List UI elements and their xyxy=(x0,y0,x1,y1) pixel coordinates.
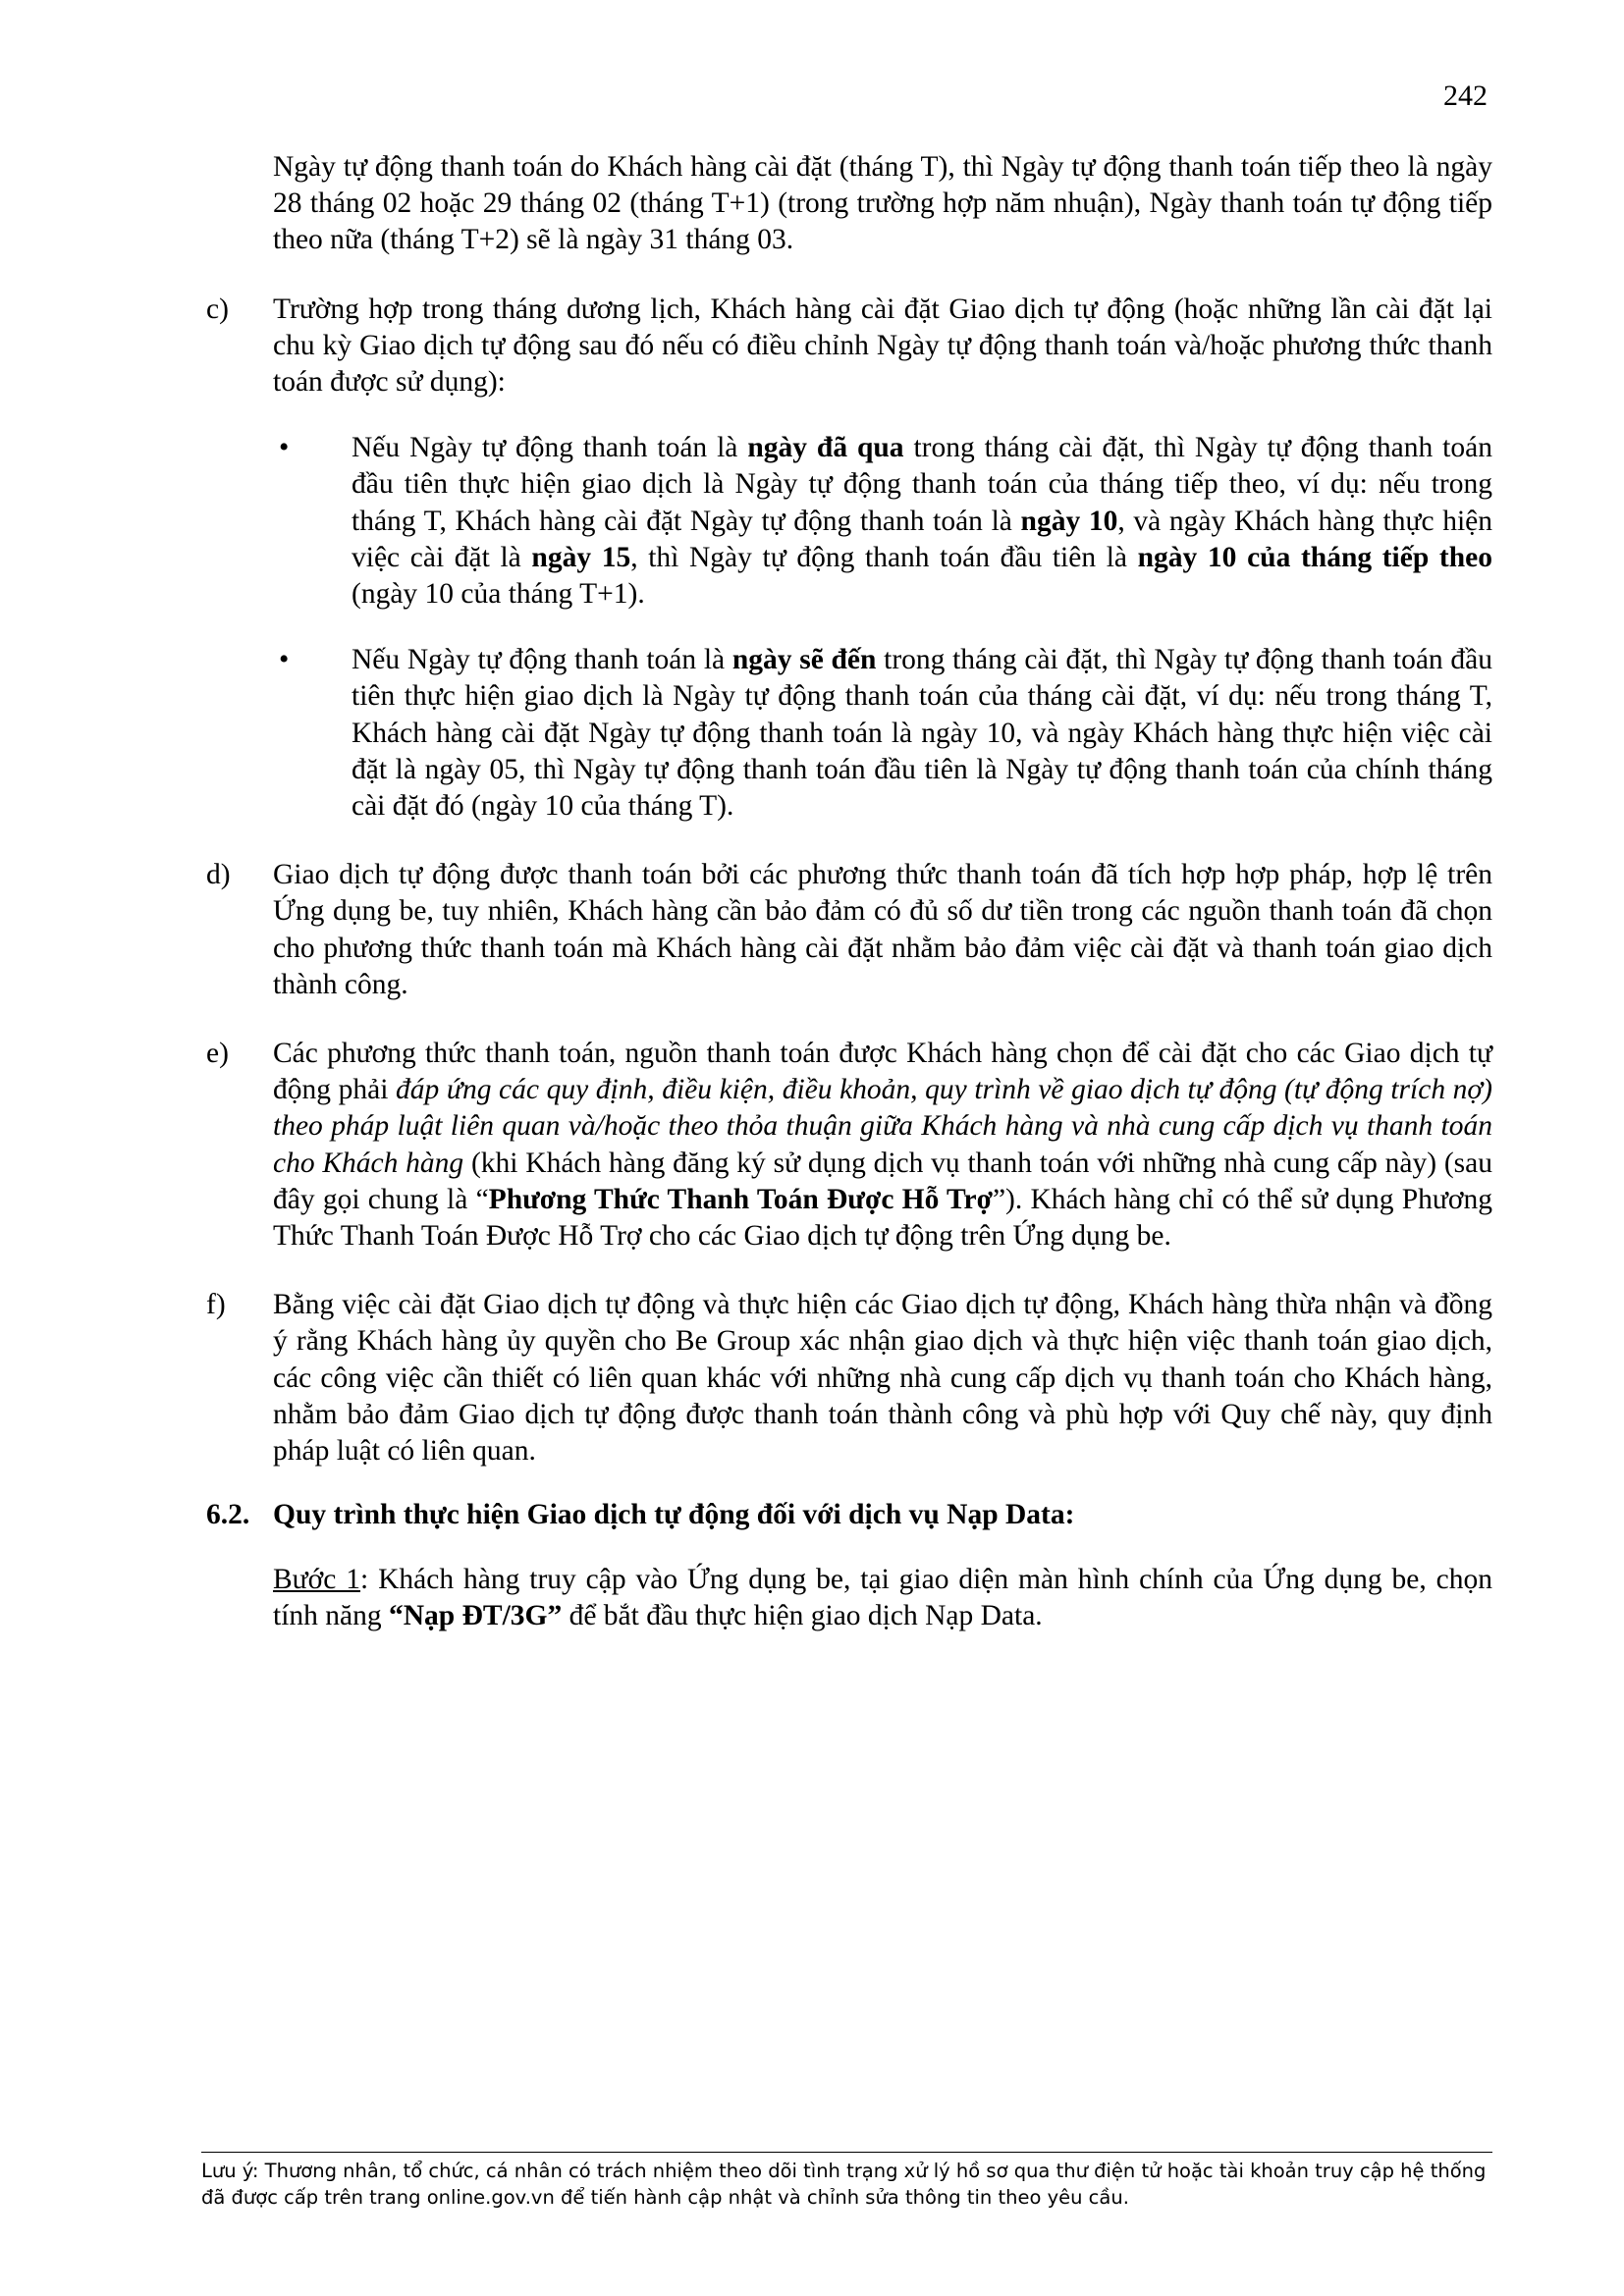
clause-e-bold-term: Phương Thức Thanh Toán Được Hỗ Trợ xyxy=(488,1183,993,1215)
step-1-feature-name: “Nạp ĐT/3G” xyxy=(389,1599,563,1631)
step-1-label: Bước 1 xyxy=(273,1563,361,1595)
bullet-1-text: Nếu Ngày tự động thanh toán là xyxy=(352,432,748,464)
clause-d xyxy=(206,857,1492,1003)
clause-c-label: c) xyxy=(206,293,229,325)
clause-f-text: Bằng việc cài đặt Giao dịch tự động và thực hiện các Giao dịch tự động, Khách hàng thừa nhận và đồng ý rằng Khách hàng ủy quyền cho Be Group xác nhận giao dịch và thực hiện việc thanh toán giao dịch, các công việc cần thiết có liên quan khác với những nhà cung cấp dịch vụ thanh toán cho Khách hàng, nhằm bảo đảm Giao dịch tự động được thanh toán thành công và phù hợp với Quy chế này, quy định pháp luật có liên quan. xyxy=(273,1289,1492,1468)
bullet-2-text: trong tháng cài đặt, thì Ngày tự động thanh toán đầu tiên thực hiện giao dịch là Ngày tự động thanh toán của tháng cài đặt, ví dụ: nếu trong tháng T, Khách hàng cài đặt Ngày tự động thanh toán là ngày 10, và ngày Khách hàng thực hiện việc cài đặt là ngày 05, thì Ngày tự động thanh toán đầu tiên là Ngày tự động thanh toán của chính tháng cài đặt đó (ngày 10 của tháng T). xyxy=(352,644,1492,823)
bullet-1-bold: ngày 10 của tháng tiếp theo xyxy=(1137,541,1492,573)
clause-e-text: ”). Khách hàng chỉ có thể sử dụng Phương Thức Thanh Toán Được Hỗ Trợ cho các Giao dịch tự động trên Ứng dụng be. xyxy=(273,1183,1493,1253)
page-number: 242 xyxy=(1443,80,1488,112)
bullet-2-bold: ngày sẽ đến xyxy=(731,644,877,676)
bullet-1-bold: ngày đã qua xyxy=(747,432,904,464)
clause-e-italic: đáp ứng các quy định, điều kiện, điều khoản, quy trình về giao dịch tự động (tự động trích nợ) theo pháp luật liên quan và/hoặc theo thỏa thuận giữa Khách hàng và nhà cung cấp dịch vụ thanh toán cho Khách hàng xyxy=(273,1074,1492,1179)
clause-f xyxy=(206,1287,1492,1469)
section-heading xyxy=(206,1497,1492,1533)
footer-note: Lưu ý: Thương nhân, tổ chức, cá nhân có trách nhiệm theo dõi tình trạng xử lý hồ sơ qua thư điện tử hoặc tài khoản truy cập hệ thống đã được cấp trên trang online.gov.vn để tiến hành cập nhật và chỉnh sửa thông tin theo yêu cầu. xyxy=(201,2160,1487,2209)
bullet-icon: • xyxy=(279,432,290,464)
clause-e-label: e) xyxy=(206,1038,229,1070)
document-body xyxy=(206,149,1492,1634)
bullet-1-text: (ngày 10 của tháng T+1). xyxy=(352,578,645,611)
clause-c xyxy=(206,292,1492,401)
bullet-2-text: Nếu Ngày tự động thanh toán là xyxy=(352,644,732,676)
clause-c-text: Trường hợp trong tháng dương lịch, Khách hàng cài đặt Giao dịch tự động (hoặc những lần cài đặt lại chu kỳ Giao dịch tự động sau đó nếu có điều chỉnh Ngày tự động thanh toán và/hoặc phương thức thanh toán được sử dụng): xyxy=(273,293,1492,399)
section-number: 6.2. xyxy=(206,1499,250,1531)
bullet-1-text: , thì Ngày tự động thanh toán đầu tiên là xyxy=(630,541,1138,573)
bullet-1-text: trong tháng cài đặt, thì Ngày tự động thanh toán đầu tiên thực hiện giao dịch là Ngày tự động thanh toán của tháng tiếp theo, ví dụ: nếu trong tháng T, Khách hàng cài đặt Ngày tự động thanh toán là xyxy=(352,432,1492,537)
clause-c-bullet-2 xyxy=(273,642,1492,825)
bullet-1-text: , và ngày Khách hàng thực hiện việc cài đặt là xyxy=(352,505,1492,573)
step-1 xyxy=(273,1562,1492,1634)
clause-c-bullet-1 xyxy=(273,430,1492,613)
intro-continuation: Ngày tự động thanh toán do Khách hàng cài đặt (tháng T), thì Ngày tự động thanh toán tiếp theo là ngày 28 tháng 02 hoặc 29 tháng 02 (tháng T+1) (trong trường hợp năm nhuận), Ngày thanh toán tự động tiếp theo nữa (tháng T+2) sẽ là ngày 31 tháng 03. xyxy=(273,151,1492,256)
clause-e xyxy=(206,1036,1492,1255)
section-title: Quy trình thực hiện Giao dịch tự động đối với dịch vụ Nạp Data: xyxy=(273,1499,1075,1531)
clause-e-text: (khi Khách hàng đăng ký sử dụng dịch vụ thanh toán với những nhà cung cấp này) (sau đây gọi chung là “ xyxy=(273,1147,1492,1215)
clause-d-label: d) xyxy=(206,859,231,891)
step-1-text: để bắt đầu thực hiện giao dịch Nạp Data. xyxy=(562,1599,1043,1631)
clause-f-label: f) xyxy=(206,1289,226,1321)
step-1-text: : Khách hàng truy cập vào Ứng dụng be, tại giao diện màn hình chính của Ứng dụng be, chọn tính năng xyxy=(273,1563,1493,1631)
clause-d-text: Giao dịch tự động được thanh toán bởi các phương thức thanh toán đã tích hợp hợp pháp, hợp lệ trên Ứng dụng be, tuy nhiên, Khách hàng cần bảo đảm có đủ số dư tiền trong các nguồn thanh toán đã chọn cho phương thức thanh toán mà Khách hàng cài đặt nhằm bảo đảm việc cài đặt và thanh toán giao dịch thành công. xyxy=(273,859,1492,1000)
bullet-1-bold: ngày 15 xyxy=(531,541,631,573)
clause-e-text: Các phương thức thanh toán, nguồn thanh toán được Khách hàng chọn để cài đặt cho các Giao dịch tự động phải xyxy=(273,1038,1492,1106)
bullet-1-bold: ngày 10 xyxy=(1020,505,1118,537)
footer-divider xyxy=(201,2152,1492,2153)
bullet-icon: • xyxy=(279,644,290,676)
